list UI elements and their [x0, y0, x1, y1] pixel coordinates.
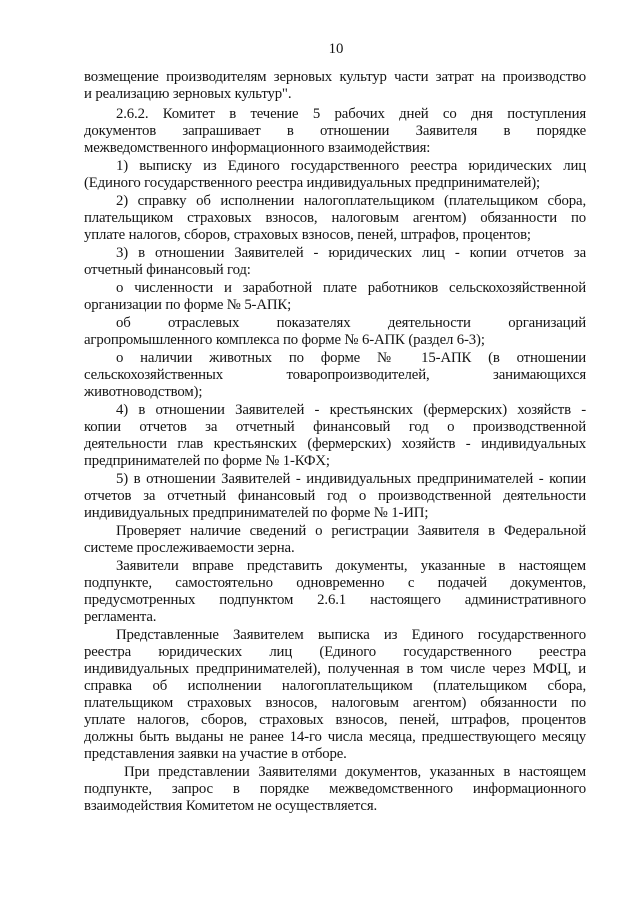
text-line: возмещение производителям зерновых культур части затрат на производство — [84, 69, 586, 85]
text-line: документов запрашивает в отношении Заявителя в порядке — [84, 123, 586, 139]
text-line: межведомственного информационного взаимодействия: — [84, 140, 431, 156]
text-line: регламента. — [84, 609, 157, 625]
paragraph-registry-check — [84, 523, 586, 557]
text-line: сельскохозяйственных товаропроизводителей, занимающихся — [84, 367, 586, 383]
text-line: животноводством); — [84, 384, 203, 400]
text-line: об отраслевых показателях деятельности организаций — [116, 315, 586, 331]
text-line: 2.6.2. Комитет в течение 5 рабочих дней со дня поступления — [116, 106, 586, 122]
document-body — [84, 69, 586, 815]
sub-item-6-apk — [84, 315, 586, 349]
text-line: 5) в отношении Заявителей - индивидуальных предпринимателей - копии — [116, 471, 586, 487]
text-line: индивидуальных предпринимателей по форме № 1-ИП; — [84, 505, 429, 521]
text-line: справка об исполнении налогоплательщиком (плательщиком сбора, — [84, 678, 586, 694]
text-line: 3) в отношении Заявителей - юридических лиц - копии отчетов за — [116, 245, 586, 261]
text-line: Заявители вправе представить документы, указанные в настоящем — [116, 558, 586, 574]
text-line: реестра юридических лиц (Единого государственного реестра — [84, 644, 586, 660]
sub-item-15-apk — [84, 350, 586, 401]
text-line: (Единого государственного реестра индивидуальных предпринимателей); — [84, 175, 540, 191]
text-line: должны быть выданы не ранее 14-го числа месяца, предшествующего месяцу — [84, 729, 586, 745]
sub-item-5-apk — [84, 280, 586, 314]
text-line: отчетный финансовый год: — [84, 262, 251, 278]
list-item-3 — [84, 245, 586, 279]
paragraph-no-interagency-request — [84, 764, 586, 815]
text-line: предпринимателей по форме № 1-КФХ; — [84, 453, 330, 469]
text-line: индивидуальных предпринимателей), полученная в том числе через МФЦ, и — [84, 661, 586, 677]
text-line: отчетов за отчетный финансовый год о производственной деятельности — [84, 488, 586, 504]
paragraph-continuation — [84, 69, 586, 103]
paragraph-document-validity — [84, 627, 586, 763]
text-line: копии отчетов за отчетный финансовый год о производственной — [84, 419, 586, 435]
text-line: 1) выписку из Единого государственного реестра юридических лиц — [116, 158, 586, 174]
text-line: системе прослеживаемости зерна. — [84, 540, 295, 556]
text-line: уплате налогов, сборов, страховых взносов, пеней, штрафов, процентов — [84, 712, 586, 728]
text-line: о численности и заработной плате работников сельскохозяйственной — [116, 280, 586, 296]
text-line: организации по форме № 5-АПК; — [84, 297, 292, 313]
text-line: подпункте, запрос в порядке межведомственного информационного — [84, 781, 586, 797]
text-line: о наличии животных по форме № 15-АПК (в отношении — [116, 350, 586, 366]
text-line: Проверяет наличие сведений о регистрации Заявителя в Федеральной — [116, 523, 586, 539]
text-line: уплате налогов, сборов, страховых взносов, пеней, штрафов, процентов; — [84, 227, 531, 243]
text-line: предусмотренных подпунктом 2.6.1 настоящего административного — [84, 592, 586, 608]
paragraph-applicant-rights — [84, 558, 586, 626]
page-number: 10 — [328, 41, 344, 57]
text-line: и реализацию зерновых культур". — [84, 86, 292, 102]
text-line: плательщиком страховых взносов, налоговым агентом) обязанности по — [84, 695, 586, 711]
text-line: Представленные Заявителем выписка из Единого государственного — [116, 627, 586, 643]
text-line: 2) справку об исполнении налогоплательщиком (плательщиком сбора, — [116, 193, 586, 209]
text-line: плательщиком страховых взносов, налоговым агентом) обязанности по — [84, 210, 586, 226]
paragraph-2-6-2 — [84, 106, 586, 157]
text-line: подпункте, самостоятельно одновременно с подачей документов, — [84, 575, 586, 591]
text-line: При представлении Заявителями документов, указанных в настоящем — [124, 764, 586, 780]
text-line: 4) в отношении Заявителей - крестьянских (фермерских) хозяйств - — [116, 402, 586, 418]
list-item-1 — [84, 158, 586, 192]
text-line: деятельности глав крестьянских (фермерских) хозяйств - индивидуальных — [84, 436, 586, 452]
list-item-5 — [84, 471, 586, 522]
text-line: представления заявки на участие в отборе. — [84, 746, 347, 762]
text-line: агропромышленного комплекса по форме № 6-АПК (раздел 6-3); — [84, 332, 485, 348]
text-line: взаимодействия Комитетом не осуществляется. — [84, 798, 378, 814]
list-item-4 — [84, 402, 586, 470]
list-item-2 — [84, 193, 586, 244]
